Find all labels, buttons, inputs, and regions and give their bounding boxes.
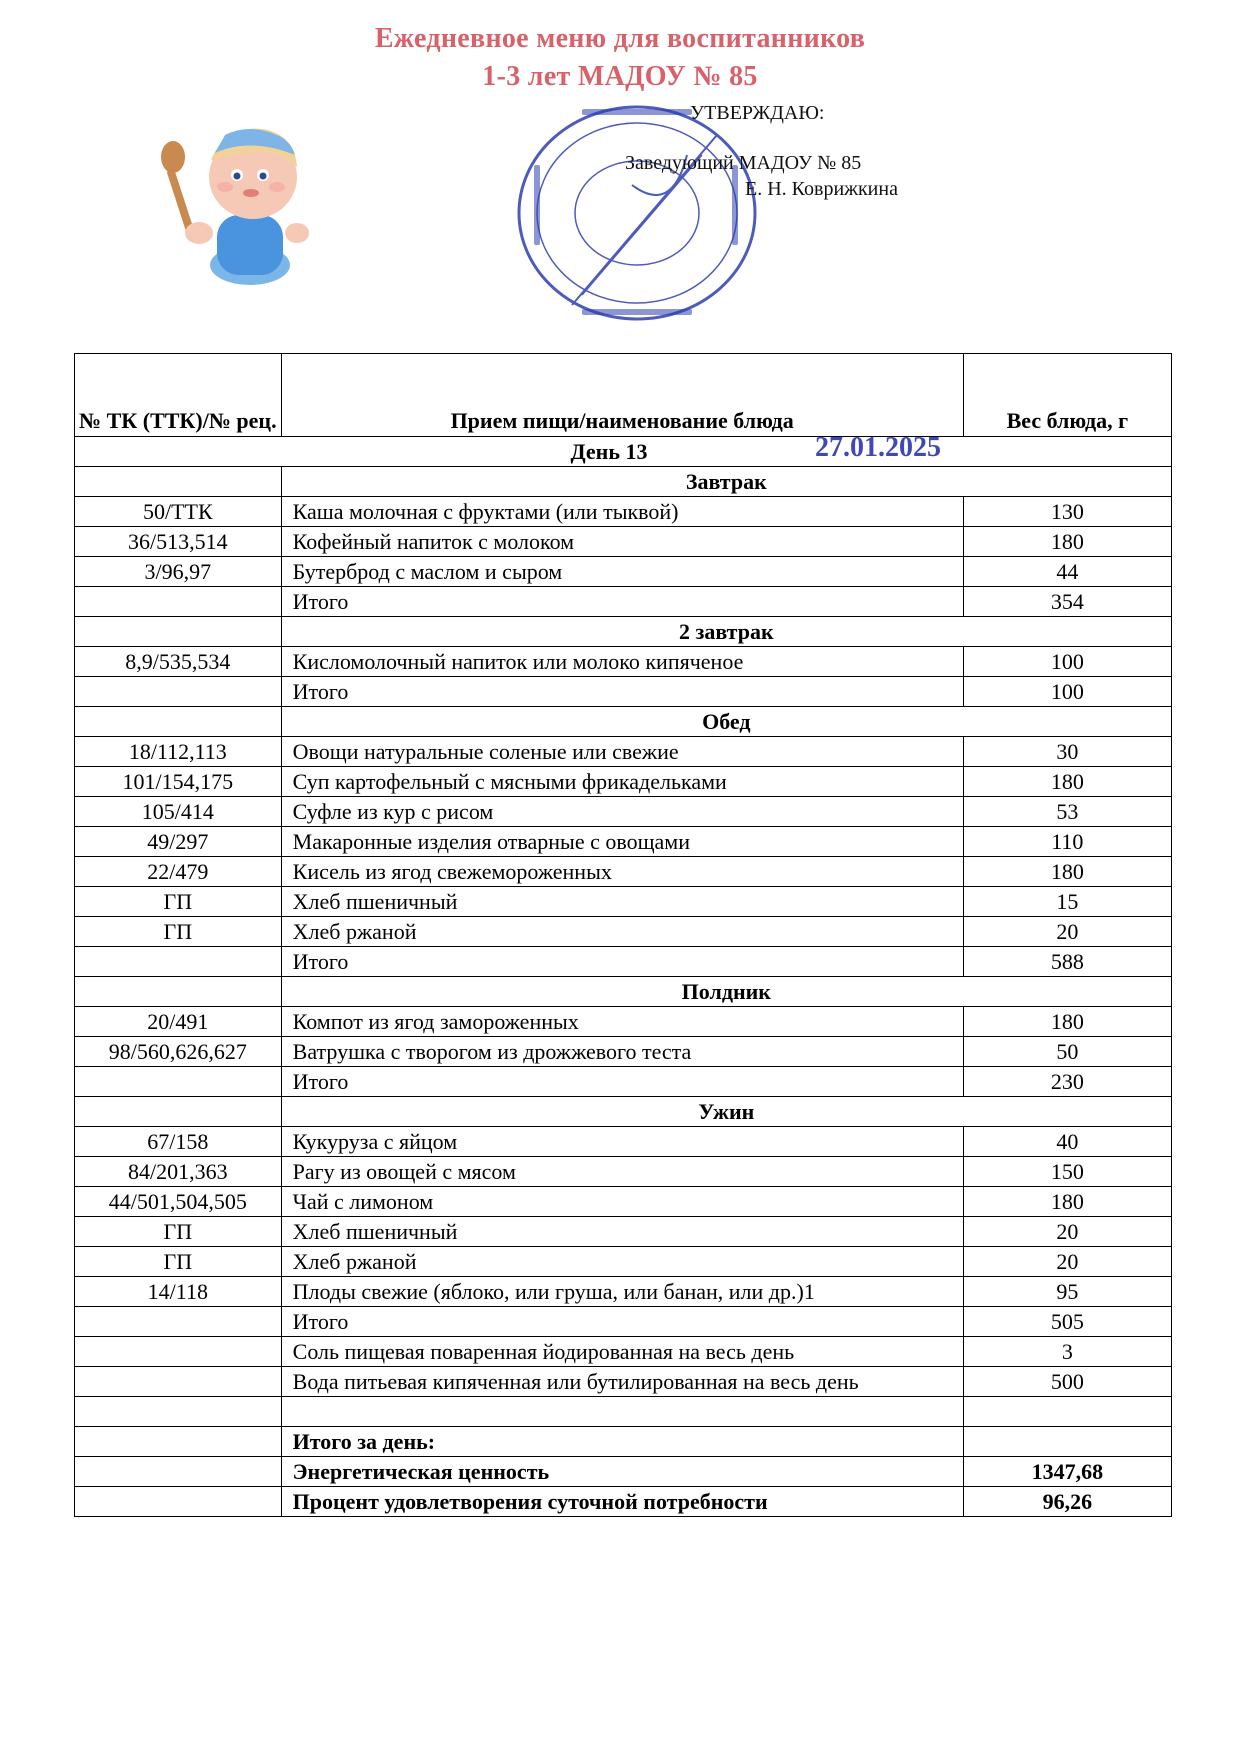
table-row (75, 767, 1172, 797)
section-row (75, 1097, 1172, 1127)
approval-name: Е. Н. Коврижкина (745, 178, 898, 200)
table-row (75, 1397, 1172, 1427)
approval-label: УТВЕРЖДАЮ: (690, 102, 825, 124)
totals-label: Энергетическая ценность (281, 1457, 963, 1487)
table-row (75, 497, 1172, 527)
totals-value (963, 1427, 1171, 1457)
dish-weight: 20 (963, 1247, 1171, 1277)
dish-name: Вода питьевая кипяченная или бутилированная на весь день (281, 1367, 963, 1397)
dish-name: Хлеб пшеничный (281, 1217, 963, 1247)
recipe-code: 50/ТТК (75, 497, 282, 527)
dish-name: Кофейный напиток с молоком (281, 527, 963, 557)
dish-name: Кисель из ягод свежемороженных (281, 857, 963, 887)
recipe-code (75, 1307, 282, 1337)
table-row (75, 887, 1172, 917)
dish-weight: 180 (963, 1187, 1171, 1217)
day-row (75, 437, 1172, 467)
totals-value: 96,26 (963, 1487, 1171, 1517)
dish-name: Каша молочная с фруктами (или тыквой) (281, 497, 963, 527)
dish-weight: 230 (963, 1067, 1171, 1097)
recipe-code (75, 1067, 282, 1097)
dish-name: Ватрушка с творогом из дрожжевого теста (281, 1037, 963, 1067)
totals-label: Процент удовлетворения суточной потребности (281, 1487, 963, 1517)
official-seal-stamp (512, 95, 762, 325)
recipe-code (75, 677, 282, 707)
dish-weight: 100 (963, 677, 1171, 707)
dish-name: Итого (281, 587, 963, 617)
recipe-code: 20/491 (75, 1007, 282, 1037)
section-row (75, 617, 1172, 647)
dish-weight: 3 (963, 1337, 1171, 1367)
table-row (75, 1007, 1172, 1037)
recipe-code: 84/201,363 (75, 1157, 282, 1187)
dish-weight: 15 (963, 887, 1171, 917)
totals-label: Итого за день: (281, 1427, 963, 1457)
section-title: Полдник (281, 977, 1171, 1007)
table-row (75, 557, 1172, 587)
table-row (75, 1217, 1172, 1247)
title-line-1: Ежедневное меню для воспитанников (374, 23, 866, 54)
dish-weight: 110 (963, 827, 1171, 857)
dish-name: Итого (281, 947, 963, 977)
recipe-code (75, 1397, 282, 1427)
dish-weight: 505 (963, 1307, 1171, 1337)
recipe-code (75, 587, 282, 617)
approval-position: Заведующий МАДОУ № 85 (625, 152, 862, 174)
table-row (75, 737, 1172, 767)
dish-name: Итого (281, 677, 963, 707)
header-name: Прием пищи/наименование блюда (281, 354, 963, 437)
day-label: День 13 (570, 438, 648, 464)
dish-weight: 95 (963, 1277, 1171, 1307)
table-row (75, 1187, 1172, 1217)
table-row (75, 1247, 1172, 1277)
section-title: 2 завтрак (281, 617, 1171, 647)
recipe-code: 44/501,504,505 (75, 1187, 282, 1217)
recipe-code: 3/96,97 (75, 557, 282, 587)
recipe-code: 49/297 (75, 827, 282, 857)
dish-name (281, 1397, 963, 1427)
dish-name: Соль пищевая поваренная йодированная на весь день (281, 1337, 963, 1367)
dish-weight: 40 (963, 1127, 1171, 1157)
table-row (75, 1037, 1172, 1067)
dish-weight (963, 1397, 1171, 1427)
totals-row (75, 1427, 1172, 1457)
recipe-code: ГП (75, 1217, 282, 1247)
section-row (75, 467, 1172, 497)
dish-weight: 20 (963, 1217, 1171, 1247)
table-row (75, 947, 1172, 977)
dish-name: Макаронные изделия отварные с овощами (281, 827, 963, 857)
dish-name: Чай с лимоном (281, 1187, 963, 1217)
recipe-code: 98/560,626,627 (75, 1037, 282, 1067)
dish-weight: 44 (963, 557, 1171, 587)
header-code: № ТК (ТТК)/№ рец. (75, 354, 282, 437)
table-header-row (75, 354, 1172, 437)
recipe-code (75, 947, 282, 977)
table-row (75, 1277, 1172, 1307)
table-row (75, 527, 1172, 557)
table-row (75, 917, 1172, 947)
table-row (75, 677, 1172, 707)
menu-table (74, 353, 1172, 1517)
recipe-code: ГП (75, 917, 282, 947)
table-row (75, 1127, 1172, 1157)
dish-weight: 20 (963, 917, 1171, 947)
recipe-code: 101/154,175 (75, 767, 282, 797)
table-row (75, 1067, 1172, 1097)
dish-name: Овощи натуральные соленые или свежие (281, 737, 963, 767)
dish-weight: 354 (963, 587, 1171, 617)
recipe-code: 8,9/535,534 (75, 647, 282, 677)
table-row (75, 797, 1172, 827)
section-title: Завтрак (281, 467, 1171, 497)
dish-name: Хлеб пшеничный (281, 887, 963, 917)
dish-name: Итого (281, 1307, 963, 1337)
recipe-code: 18/112,113 (75, 737, 282, 767)
dish-name: Итого (281, 1067, 963, 1097)
dish-weight: 500 (963, 1367, 1171, 1397)
dish-name: Суп картофельный с мясными фрикадельками (281, 767, 963, 797)
section-row (75, 977, 1172, 1007)
section-title: Ужин (281, 1097, 1171, 1127)
dish-name: Хлеб ржаной (281, 917, 963, 947)
recipe-code: 14/118 (75, 1277, 282, 1307)
dish-weight: 30 (963, 737, 1171, 767)
dish-name: Суфле из кур с рисом (281, 797, 963, 827)
recipe-code: 67/158 (75, 1127, 282, 1157)
recipe-code (75, 1367, 282, 1397)
dish-weight: 130 (963, 497, 1171, 527)
table-row (75, 1307, 1172, 1337)
recipe-code: ГП (75, 887, 282, 917)
totals-row (75, 1457, 1172, 1487)
page-title (0, 20, 1240, 96)
dish-weight: 100 (963, 647, 1171, 677)
recipe-code: 36/513,514 (75, 527, 282, 557)
dish-name: Кукуруза с яйцом (281, 1127, 963, 1157)
dish-name: Компот из ягод замороженных (281, 1007, 963, 1037)
recipe-code: ГП (75, 1247, 282, 1277)
section-title: Обед (281, 707, 1171, 737)
dish-weight: 588 (963, 947, 1171, 977)
totals-row (75, 1487, 1172, 1517)
dish-weight: 180 (963, 767, 1171, 797)
table-row (75, 857, 1172, 887)
dish-weight: 150 (963, 1157, 1171, 1187)
header-weight: Вес блюда, г (963, 354, 1171, 437)
child-mascot-illustration (155, 115, 315, 285)
dish-name: Кисломолочный напиток или молоко кипяченое (281, 647, 963, 677)
dish-weight: 180 (963, 1007, 1171, 1037)
title-line-2: 1-3 лет МАДОУ № 85 (482, 61, 758, 92)
recipe-code: 105/414 (75, 797, 282, 827)
recipe-code (75, 1337, 282, 1367)
dish-name: Бутерброд с маслом и сыром (281, 557, 963, 587)
dish-weight: 180 (963, 857, 1171, 887)
section-row (75, 707, 1172, 737)
table-row (75, 827, 1172, 857)
dish-weight: 50 (963, 1037, 1171, 1067)
table-row (75, 1367, 1172, 1397)
table-row (75, 587, 1172, 617)
totals-value: 1347,68 (963, 1457, 1171, 1487)
recipe-code: 22/479 (75, 857, 282, 887)
dish-name: Хлеб ржаной (281, 1247, 963, 1277)
dish-weight: 180 (963, 527, 1171, 557)
dish-name: Плоды свежие (яблоко, или груша, или банан, или др.)1 (281, 1277, 963, 1307)
date-stamp: 27.01.2025 (815, 432, 941, 463)
table-row (75, 647, 1172, 677)
table-row (75, 1157, 1172, 1187)
dish-name: Рагу из овощей с мясом (281, 1157, 963, 1187)
dish-weight: 53 (963, 797, 1171, 827)
table-row (75, 1337, 1172, 1367)
